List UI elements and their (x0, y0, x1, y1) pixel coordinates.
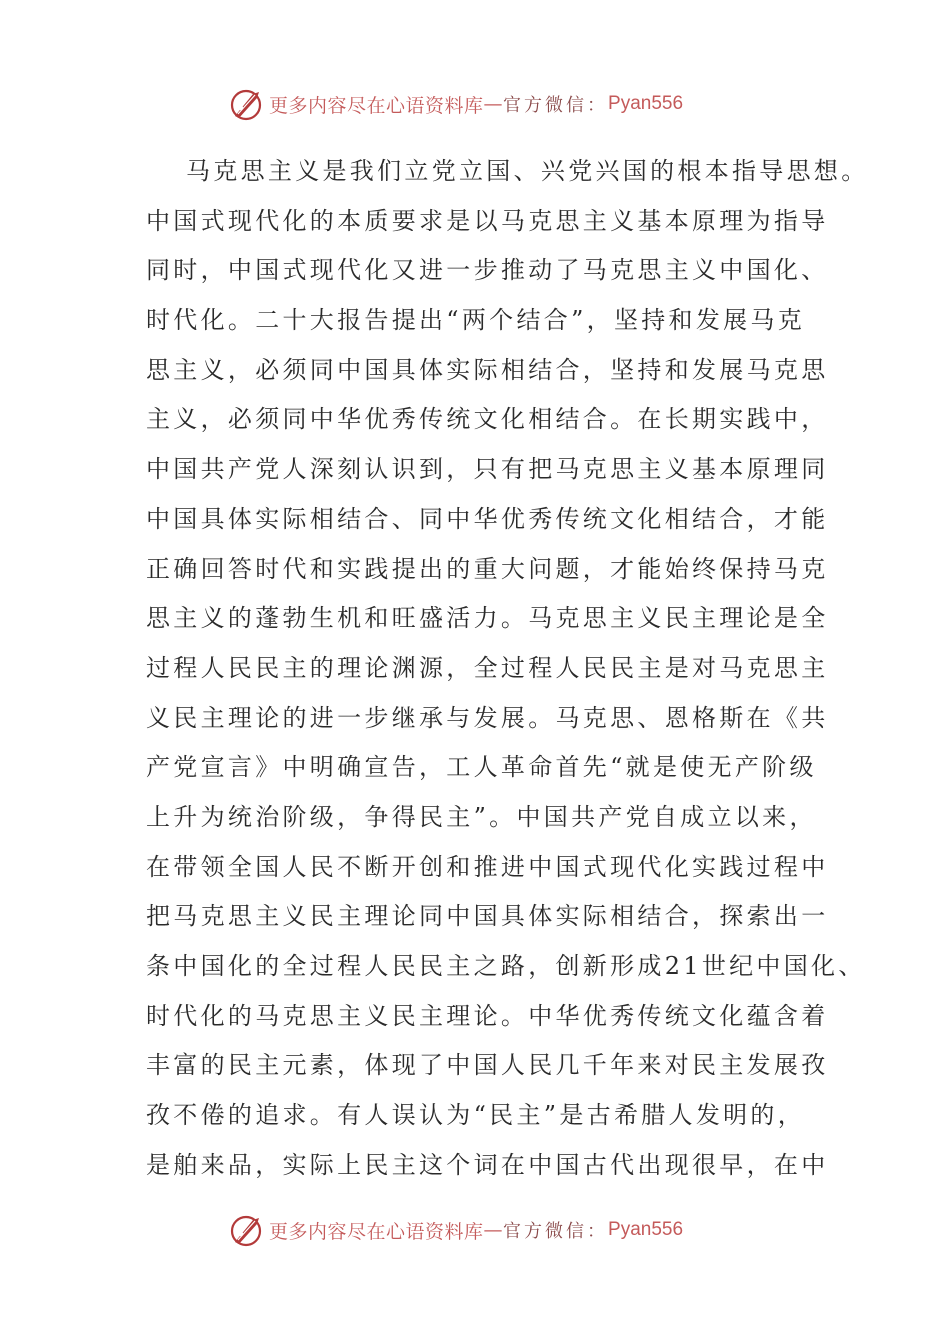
text-line: 马克思主义是我们立党立国、兴党兴国的根本指导思想。 (186, 157, 869, 185)
text-line: 思主义，必须同中国具体实际相结合，坚持和发展马克思 (146, 355, 829, 384)
banner-wechat-id: Pyan556 (608, 1219, 684, 1240)
text-line: 是舶来品，实际上民主这个词在中国古代出现很早，在中 (146, 1150, 829, 1179)
text-line: 丰富的民主元素，体现了中国人民几千年来对民主发展孜 (146, 1051, 829, 1080)
banner-title: 更多内容尽在心语资料库 (269, 1220, 484, 1243)
text-line: 孜不倦的追求。有人误认为“民主”是古希腊人发明的， (146, 1101, 806, 1130)
text-line: 产党宣言》中明确宣告，工人革命首先“就是使无产阶级 (146, 753, 817, 782)
text-line: 时代化的马克思主义民主理论。中华优秀传统文化蕴含着 (146, 1001, 829, 1030)
text-line: 把马克思主义民主理论同中国具体实际相结合，探索出一 (146, 902, 829, 931)
text-line: 过程人民民主的理论渊源，全过程人民民主是对马克思主 (146, 653, 829, 682)
banner-wechat-label: 官方微信： (503, 95, 609, 116)
text-line: 中国式现代化的本质要求是以马克思主义基本原理为指导 (146, 206, 829, 235)
banner-wechat-id: Pyan556 (608, 93, 684, 114)
text-line: 在带领全国人民不断开创和推进中国式现代化实践过程中 (146, 852, 829, 881)
text-line: 时代化。二十大报告提出“两个结合”，坚持和发展马克 (146, 306, 806, 335)
footer-banner (229, 1212, 749, 1248)
text-line: 中国共产党人深刻认识到，只有把马克思主义基本原理同 (146, 455, 829, 484)
banner-dash: — (483, 93, 504, 115)
text-line: 义民主理论的进一步继承与发展。马克思、恩格斯在《共 (146, 703, 829, 732)
text-line: 上升为统治阶级，争得民主”。中国共产党自成立以来， (146, 802, 817, 831)
pen-nib-logo-icon (229, 86, 265, 122)
banner-wechat-label: 官方微信： (503, 1221, 609, 1242)
text-line: 同时，中国式现代化又进一步推动了马克思主义中国化、 (146, 256, 829, 285)
text-line: 条中国化的全过程人民民主之路，创新形成21世纪中国化、 (146, 952, 866, 980)
text-line: 正确回答时代和实践提出的重大问题，才能始终保持马克 (146, 554, 829, 583)
body-paragraph (146, 147, 869, 1190)
text-line: 思主义的蓬勃生机和旺盛活力。马克思主义民主理论是全 (146, 604, 829, 633)
text-line: 中国具体实际相结合、同中华优秀传统文化相结合，才能 (146, 504, 829, 533)
pen-nib-logo-icon (229, 1212, 265, 1248)
banner-title: 更多内容尽在心语资料库 (269, 94, 484, 117)
header-banner (229, 86, 749, 122)
text-line: 主义，必须同中华优秀传统文化相结合。在长期实践中， (146, 405, 829, 434)
banner-dash: — (483, 1219, 504, 1241)
